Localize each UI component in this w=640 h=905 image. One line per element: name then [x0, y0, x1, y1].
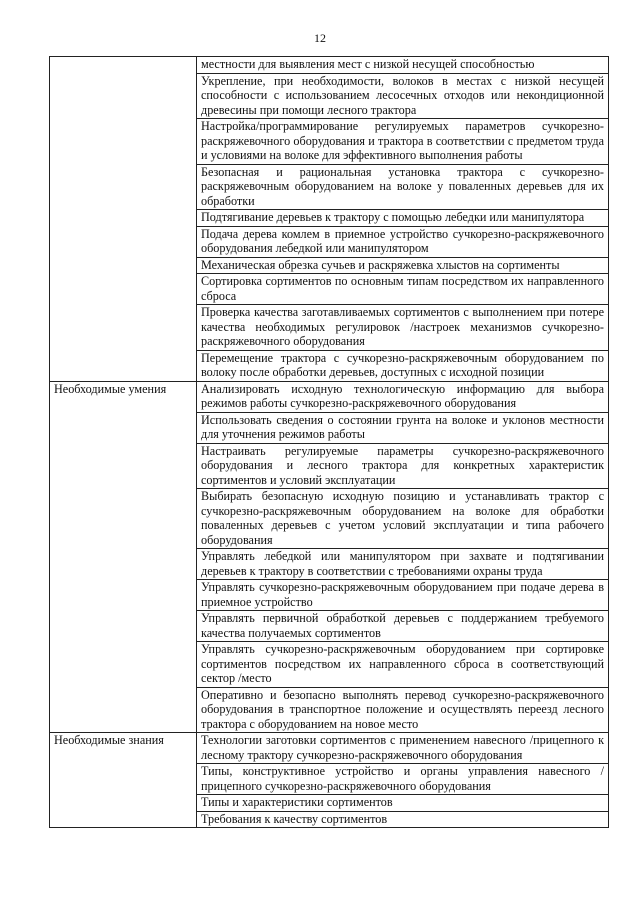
table-row	[50, 57, 609, 74]
section-item: Подтягивание деревьев к трактору с помощью лебедки или манипулятора	[197, 210, 609, 227]
section-item: Анализировать исходную технологическую информацию для выбора режимов работы сучкорезно-раскряжевочного оборудования	[197, 381, 609, 412]
section-item: местности для выявления мест с низкой несущей способностью	[197, 57, 609, 74]
section-item: Управлять лебедкой или манипулятором при захвате и подтягивании деревьев к трактору в соответствии с требованиями охраны труда	[197, 549, 609, 580]
competency-table-body	[50, 57, 609, 828]
competency-table	[49, 56, 609, 828]
section-item: Типы, конструктивное устройство и органы управления навесного /прицепного сучкорезно-раскряжевочного оборудования	[197, 764, 609, 795]
section-item: Управлять сучкорезно-раскряжевочным оборудованием при сортировке сортиментов посредством их направленного сброса в соответствующий сектор /место	[197, 642, 609, 688]
section-item: Безопасная и рациональная установка трактора с сучкорезно-раскряжевочным оборудованием на волоке у поваленных деревьев для их обработки	[197, 164, 609, 210]
section-item: Механическая обрезка сучьев и раскряжевка хлыстов на сортименты	[197, 257, 609, 274]
page-number: 12	[314, 31, 326, 45]
section-item: Проверка качества заготавливаемых сортиментов с выполнением при потере качества необходимых регулировок /настроек механизмов сучкорезно-раскряжевочного оборудования	[197, 305, 609, 351]
section-item: Перемещение трактора с сучкорезно-раскряжевочным оборудованием по волоку после обработки деревьев, доступных с исходной позиции	[197, 350, 609, 381]
table-row	[50, 381, 609, 412]
section-item: Управлять первичной обработкой деревьев с поддержанием требуемого качества получаемых сортиментов	[197, 611, 609, 642]
section-label	[50, 57, 197, 382]
section-label: Необходимые умения	[50, 381, 197, 733]
section-item: Подача дерева комлем в приемное устройство сучкорезно-раскряжевочного оборудования лебедкой или манипулятором	[197, 226, 609, 257]
section-item: Настраивать регулируемые параметры сучкорезно-раскряжевочного оборудования и лесного трактора для конкретных характеристик сортиментов и условий эксплуатации	[197, 443, 609, 489]
section-item: Технологии заготовки сортиментов с применением навесного /прицепного к лесному трактору сучкорезно-раскряжевочного оборудования	[197, 733, 609, 764]
section-item: Типы и характеристики сортиментов	[197, 795, 609, 812]
table-row	[50, 733, 609, 764]
section-item: Сортировка сортиментов по основным типам посредством их направленного сброса	[197, 274, 609, 305]
section-item: Оперативно и безопасно выполнять перевод сучкорезно-раскряжевочного оборудования в транспортное положение и осуществлять переезд лесного трактора с оборудованием на новое место	[197, 687, 609, 733]
section-item: Настройка/программирование регулируемых параметров сучкорезно-раскряжевочного оборудования и трактора в соответствии с предметом труда и условиями на волоке для эффективного выполнения работы	[197, 119, 609, 165]
section-item: Выбирать безопасную исходную позицию и устанавливать трактор с сучкорезно-раскряжевочным оборудованием на волоке для обработки поваленных деревьев с учетом условий эксплуатации и типа рабочего оборудования	[197, 489, 609, 549]
section-item: Требования к качеству сортиментов	[197, 811, 609, 828]
section-label: Необходимые знания	[50, 733, 197, 828]
section-item: Использовать сведения о состоянии грунта на волоке и уклонов местности для уточнения режимов работы	[197, 412, 609, 443]
section-item: Управлять сучкорезно-раскряжевочным оборудованием при подаче дерева в приемное устройство	[197, 580, 609, 611]
section-item: Укрепление, при необходимости, волоков в местах с низкой несущей способности с использованием лесосечных отходов или некондиционной древесины при помощи лесного трактора	[197, 73, 609, 119]
